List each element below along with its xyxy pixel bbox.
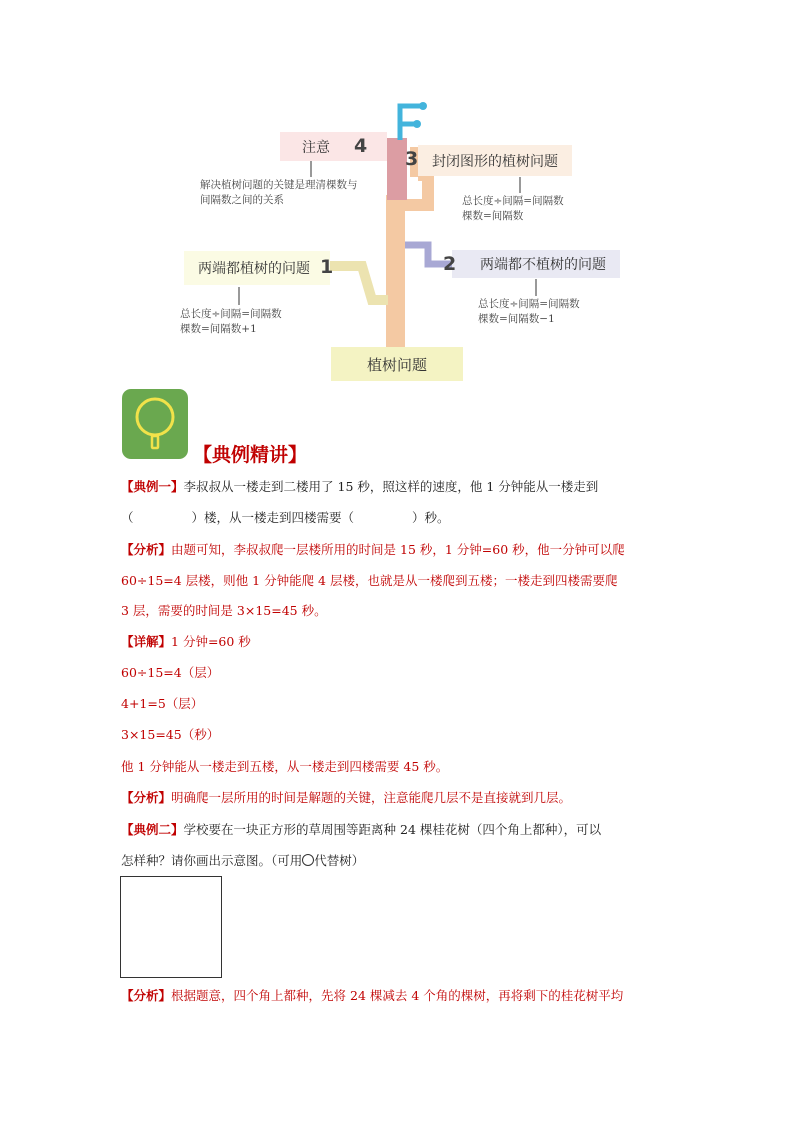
- example-2-q1: 学校要在一块正方形的草周围等距离种 24 棵桂花树（四个角上都种），可以: [183, 822, 602, 837]
- detail-tag: 【详解】: [121, 634, 172, 649]
- example-1-analysis-line-2: 60÷15=4 层楼，则他 1 分钟能爬 4 层楼，也就是从一楼爬到五楼；一楼走到四楼需要爬: [121, 573, 618, 588]
- example-1-detail-line-0: [121, 633, 251, 651]
- node-1-formula-2: 棵数=间隔数+1: [180, 323, 257, 335]
- detail-text-0: 1 分钟=60 秒: [171, 634, 251, 649]
- node-1-formulas: [180, 307, 282, 337]
- section-title: 【典例精讲】: [193, 444, 308, 466]
- node-3-formula-1: 总长度÷间隔=间隔数: [462, 195, 564, 207]
- node-4-note-2: 间隔数之间的关系: [200, 194, 284, 206]
- example-1-q2b: ）楼，从一楼走到四楼需要（: [191, 510, 355, 525]
- example-1-detail-line-4: 他 1 分钟能从一楼走到五楼，从一楼走到四楼需要 45 秒。: [121, 759, 449, 774]
- example-1-detail-line-1: 60÷15=4（层）: [121, 665, 220, 680]
- node-3: [418, 145, 572, 176]
- example-1-detail-line-2: 4+1=5（层）: [121, 696, 204, 711]
- example-1-q2c: ）秒。: [412, 510, 450, 525]
- example-2-question-line-1: [121, 821, 601, 839]
- example-2-question-line-2: [121, 852, 364, 870]
- drawing-area[interactable]: [120, 876, 222, 978]
- node-3-number: 3: [405, 148, 419, 170]
- node-1-label: 两端都植树的问题: [198, 261, 310, 277]
- comment-tag: 【分析】: [121, 790, 172, 805]
- node-4-number: 4: [354, 135, 368, 157]
- example-2-analysis-text: 根据题意，四个角上都种，先将 24 棵减去 4 个角的棵树，再将剩下的桂花树平均: [171, 988, 624, 1003]
- example-2-analysis-line-1: [121, 987, 623, 1005]
- node-2-formula-1: 总长度÷间隔=间隔数: [478, 298, 580, 310]
- example-2-tag: 【典例二】: [121, 822, 184, 837]
- node-3-formula-2: 棵数=间隔数: [462, 210, 524, 222]
- node-1-number: 1: [320, 256, 334, 278]
- mind-map-branches: [0, 0, 794, 390]
- root-label: 植树问题: [366, 355, 427, 374]
- node-1: [184, 251, 330, 285]
- node-2-number: 2: [443, 253, 457, 275]
- analysis-text-1: 由题可知，李叔叔爬一层楼所用的时间是 15 秒，1 分钟=60 秒，他一分钟可以爬: [171, 542, 625, 557]
- node-4-label: 注意: [302, 139, 330, 156]
- example-2-analysis-tag: 【分析】: [121, 988, 172, 1003]
- comment-text: 明确爬一层所用的时间是解题的关键，注意能爬几层不是直接就到几层。: [171, 790, 572, 805]
- circle-icon: [302, 854, 314, 866]
- example-1-question-line-2: [121, 509, 450, 527]
- node-3-formulas: [462, 194, 564, 224]
- analysis-tag: 【分析】: [121, 542, 172, 557]
- example-1-tag: 【典例一】: [121, 479, 184, 494]
- trunk: [386, 195, 405, 350]
- node-3-label: 封闭图形的植树问题: [432, 153, 558, 170]
- example-2-q2b: 代替树）: [314, 853, 365, 868]
- node-2-formulas: [478, 297, 580, 327]
- node-2: [452, 250, 620, 278]
- example-1-analysis-line-1: [121, 541, 625, 559]
- sprout-dot-2: [413, 120, 421, 128]
- node-4: [280, 132, 387, 161]
- example-1-detail-line-3: 3×15=45（秒）: [121, 727, 220, 742]
- example-1-question-line-1: [121, 478, 598, 496]
- example-1-analysis-line-3: 3 层，需要的时间是 3×15=45 秒。: [121, 603, 327, 618]
- branch-4: [387, 138, 407, 200]
- root-node: [331, 347, 463, 381]
- magnifier-icon: [122, 389, 188, 459]
- node-2-label: 两端都不植树的问题: [480, 257, 606, 273]
- node-4-note-1: 解决植树问题的关键是理清棵数与: [200, 179, 358, 191]
- paren-open: （: [121, 510, 134, 525]
- node-4-notes: [200, 178, 358, 208]
- branch-1: [330, 266, 388, 300]
- node-2-formula-2: 棵数=间隔数−1: [478, 313, 555, 325]
- example-1-comment-line: [121, 789, 571, 807]
- example-2-q2a: 怎样种？请你画出示意图。（可用: [121, 853, 303, 868]
- sprout-dot-1: [419, 102, 427, 110]
- node-1-formula-1: 总长度÷间隔=间隔数: [180, 308, 282, 320]
- example-1-q1: 李叔叔从一楼走到二楼用了 15 秒，照这样的速度，他 1 分钟能从一楼走到: [183, 479, 599, 494]
- mind-map: [0, 0, 794, 390]
